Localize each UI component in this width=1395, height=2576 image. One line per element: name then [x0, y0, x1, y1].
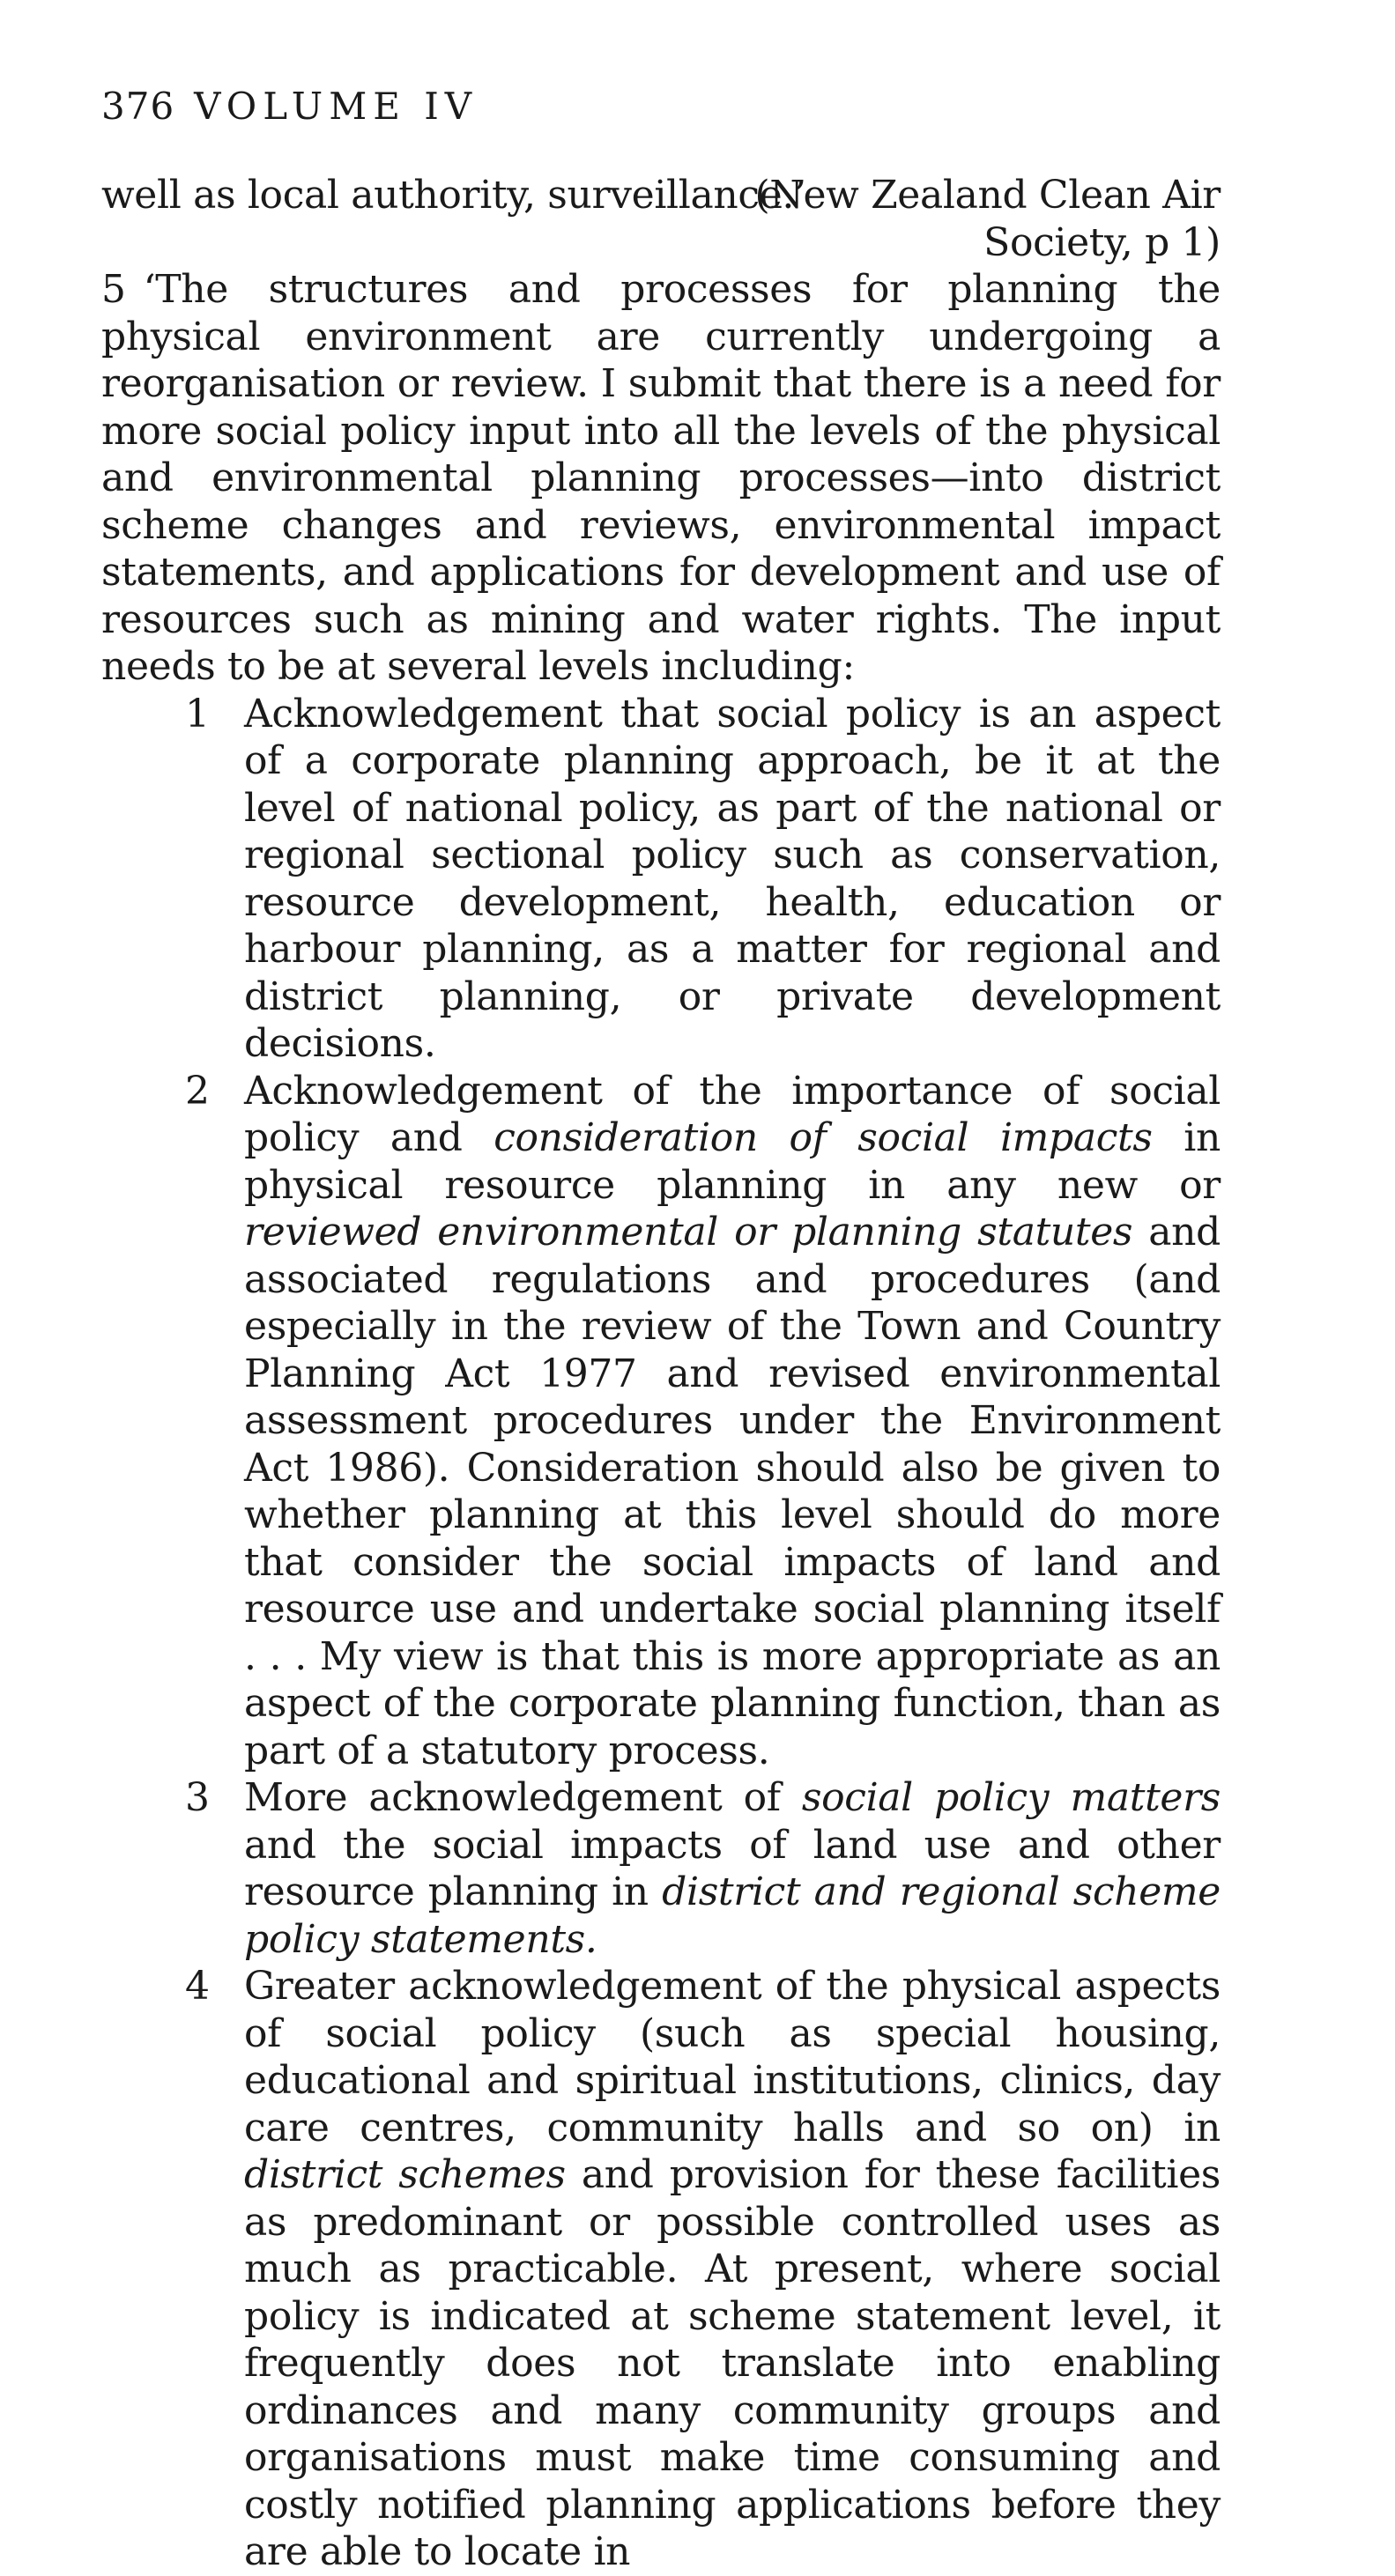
italic-phrase: reviewed environmental or planning statutes	[244, 1210, 1133, 1255]
list-item-text: and provision for these facilities as predominant or possible controlled uses as much as practicable. At present, where social policy is indicated at scheme statement level, it frequently does not translate into enabling ordinances and many community groups and organisations must make time consuming and costly notified planning applications before they are able to locate in	[244, 2152, 1221, 2574]
list-item-text: Greater acknowledgement of the physical aspects of social policy (such as special housing, educational and spiritual institutions, clinics, day care centres, community halls and so on) in	[244, 1964, 1221, 2150]
continuation-line	[101, 172, 1221, 219]
running-head	[101, 84, 1221, 130]
italic-phrase: district schemes	[244, 2152, 566, 2197]
list-item-number: 1	[185, 691, 210, 737]
italic-phrase: consideration of social impacts	[493, 1115, 1153, 1160]
list-item-text: and associated regulations and procedures (and especially in the review of the Town and Country Planning Act 1977 and revised environmental assessment procedures under the Environment Act 1986). Consideration should also be given to whether planning at this level should do more that consider the social impacts of land and resource use and undertake social planning itself . . . My view is that this is more appropriate as an aspect of the corporate planning function, than as part of a statutory process.	[244, 1210, 1221, 1773]
list-item-number: 3	[185, 1775, 210, 1820]
volume-title: VOLUME IV	[194, 85, 479, 128]
list-item-text: Acknowledgement that social policy is an aspect of a corporate planning approach, be it at the level of national policy, as part of the national or regional sectional policy such as conservation, resource development, health, education or harbour planning, as a matter for regional and district planning, or private development decisions.	[244, 691, 1221, 1066]
list-item-number: 4	[185, 1964, 210, 2009]
list-item-text: More acknowledgement of	[244, 1775, 802, 1820]
italic-phrase: district and regional scheme policy statements.	[244, 1869, 1221, 1962]
italic-phrase: social policy matters	[801, 1775, 1221, 1820]
list-item-text: and the social impacts of land use and other resource planning in	[244, 1822, 1221, 1914]
list-item	[101, 691, 1221, 1068]
list-item	[101, 1963, 1221, 2576]
citation-line-2: Society, p 1)	[983, 219, 1221, 265]
citation-line-1: (New Zealand Clean Air	[754, 173, 1221, 218]
paragraph-number: 5	[101, 267, 126, 312]
list-item	[101, 1774, 1221, 1963]
list-item-text: in physical resource planning in any new or	[244, 1115, 1221, 1208]
list-item	[101, 1068, 1221, 1775]
list-item-number: 2	[185, 1068, 210, 1114]
paragraph-5	[101, 266, 1221, 691]
list-item-text: Acknowledgement of the importance of social policy and	[244, 1068, 1221, 1160]
continuation-text: well as local authority, surveillance.’	[101, 173, 806, 218]
paragraph-text: ‘The structures and processes for planning the physical environment are currently undergoing a reorganisation or review. I submit that there is a need for more social policy input into all the levels of the physical and environmental planning processes—into district scheme changes and reviews, environmental impact statements, and applications for development and use of resources such as mining and water rights. The input needs to be at several levels including:	[101, 267, 1221, 689]
page-number: 376	[101, 85, 175, 128]
numbered-list	[101, 691, 1221, 2576]
book-page	[101, 84, 1221, 2576]
